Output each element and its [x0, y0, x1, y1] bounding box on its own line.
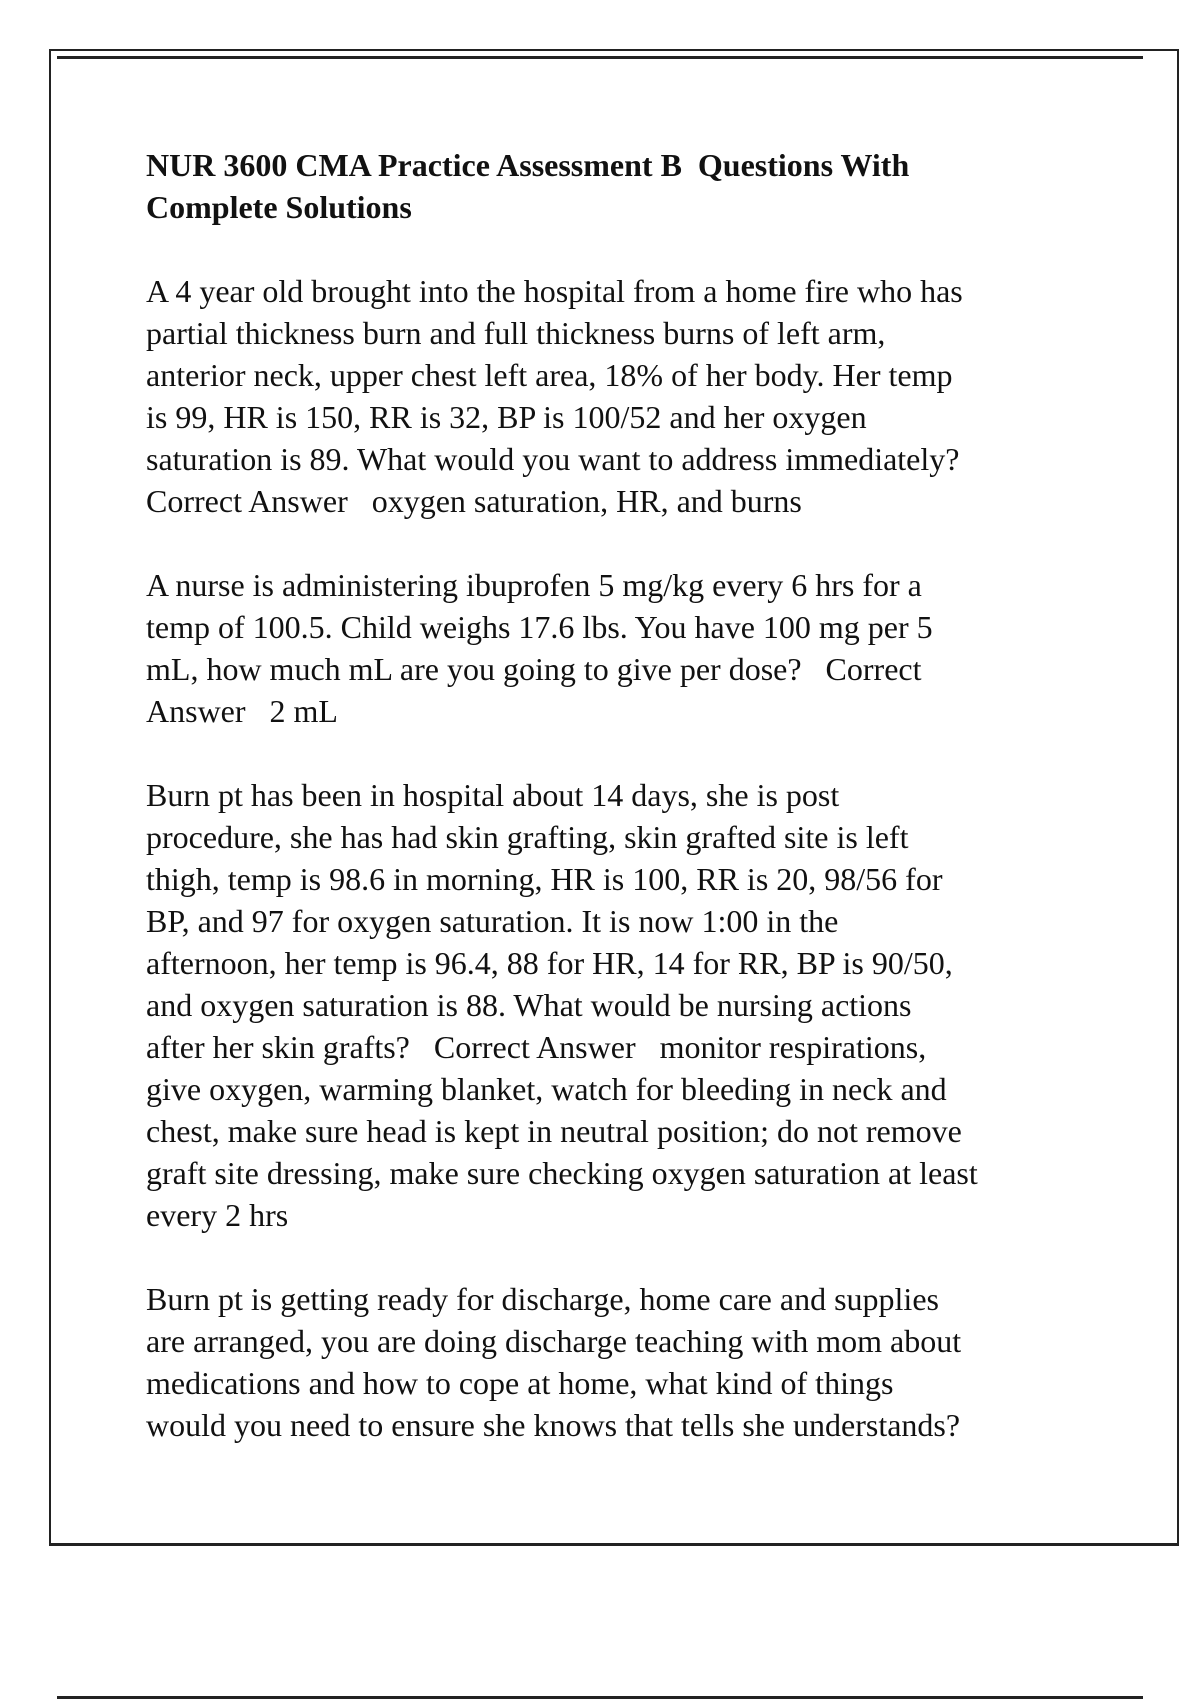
paragraph-line: medications and how to cope at home, what kind of things — [146, 1365, 894, 1401]
paragraph-line: and oxygen saturation is 88. What would be nursing actions — [146, 987, 912, 1023]
header-rule — [57, 56, 1143, 59]
paragraph-line: give oxygen, warming blanket, watch for bleeding in neck and — [146, 1071, 947, 1107]
paragraph-line: are arranged, you are doing discharge teaching with mom about — [146, 1323, 962, 1359]
title-line: Complete Solutions — [146, 189, 412, 225]
paragraph-line: Answer 2 mL — [146, 693, 338, 729]
paragraph-line: Correct Answer oxygen saturation, HR, and burns — [146, 483, 802, 519]
footer-rule — [57, 1696, 1143, 1699]
paragraph-line: Burn pt has been in hospital about 14 days, she is post — [146, 777, 840, 813]
paragraph-line: is 99, HR is 150, RR is 32, BP is 100/52 and her oxygen — [146, 399, 867, 435]
paragraph-line: chest, make sure head is kept in neutral position; do not remove — [146, 1113, 962, 1149]
paragraph-line: temp of 100.5. Child weighs 17.6 lbs. You have 100 mg per 5 — [146, 609, 933, 645]
paragraph-line: A nurse is administering ibuprofen 5 mg/kg every 6 hrs for a — [146, 567, 922, 603]
paragraph-line: partial thickness burn and full thickness burns of left arm, — [146, 315, 886, 351]
paragraph-line: thigh, temp is 98.6 in morning, HR is 100, RR is 20, 98/56 for — [146, 861, 943, 897]
paragraph-line: would you need to ensure she knows that tells she understands? — [146, 1407, 961, 1443]
question-paragraph — [146, 1278, 1146, 1446]
question-paragraph — [146, 774, 1146, 1236]
question-paragraph — [146, 564, 1146, 732]
paragraph-line: graft site dressing, make sure checking oxygen saturation at least — [146, 1155, 978, 1191]
document-title — [146, 144, 1146, 228]
paragraph-line: anterior neck, upper chest left area, 18% of her body. Her temp — [146, 357, 953, 393]
paragraph-line: after her skin grafts? Correct Answer monitor respirations, — [146, 1029, 927, 1065]
title-line: NUR 3600 CMA Practice Assessment B Questions With — [146, 147, 910, 183]
paragraph-line: Burn pt is getting ready for discharge, home care and supplies — [146, 1281, 939, 1317]
paragraph-line: mL, how much mL are you going to give per dose? Correct — [146, 651, 922, 687]
paragraph-line: procedure, she has had skin grafting, skin grafted site is left — [146, 819, 909, 855]
question-paragraph — [146, 270, 1146, 522]
document-body — [146, 144, 1146, 1488]
paragraph-line: BP, and 97 for oxygen saturation. It is now 1:00 in the — [146, 903, 839, 939]
paragraph-line: afternoon, her temp is 96.4, 88 for HR, 14 for RR, BP is 90/50, — [146, 945, 953, 981]
paragraph-line: saturation is 89. What would you want to address immediately? — [146, 441, 960, 477]
paragraph-line: every 2 hrs — [146, 1197, 289, 1233]
paragraph-line: A 4 year old brought into the hospital from a home fire who has — [146, 273, 963, 309]
